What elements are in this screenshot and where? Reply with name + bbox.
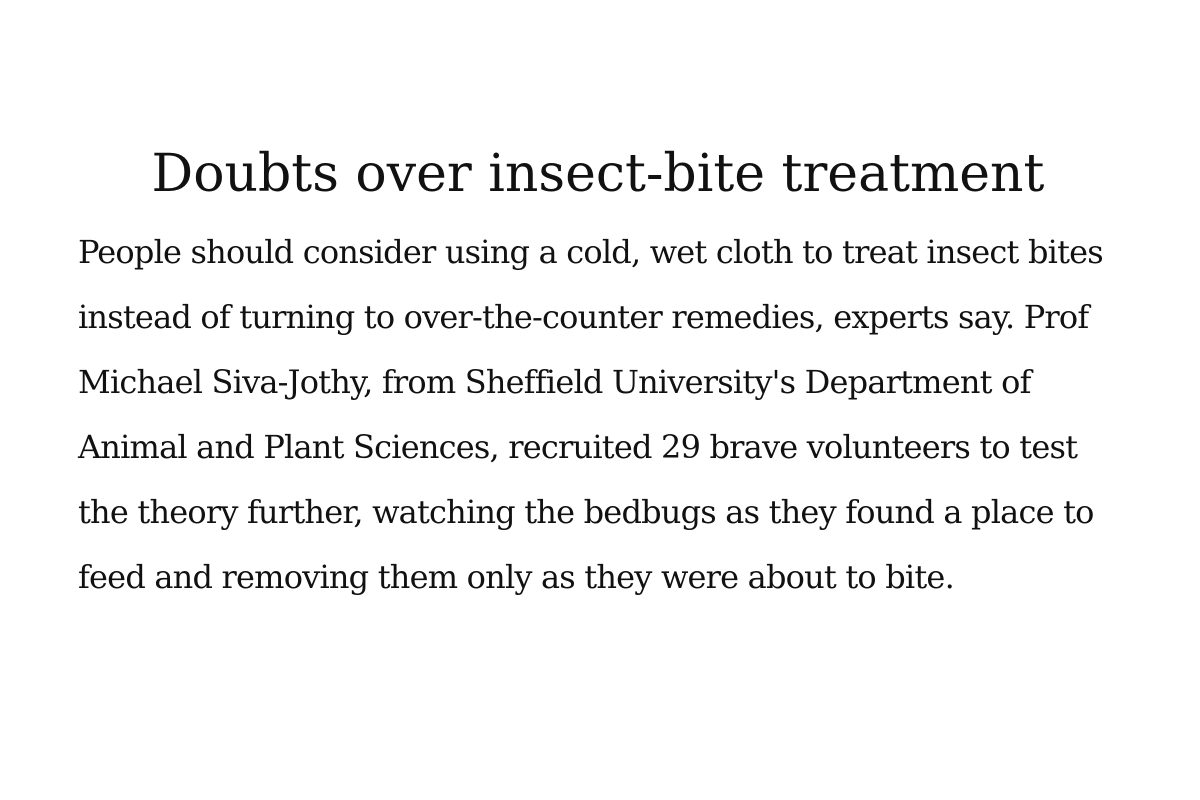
article <box>78 138 1118 610</box>
article-body: People should consider using a cold, wet cloth to treat insect bites instead of turning to over-the-counter remedies, experts say. Prof Michael Siva-Jothy, from Sheffield University's Department of Animal and Plant Sciences, recruited 29 brave volunteers to test the theory further, watching the bedbugs as they found a place to feed and removing them only as they were about to bite. <box>78 233 1103 596</box>
headline: Doubts over insect-bite treatment <box>151 144 1045 204</box>
